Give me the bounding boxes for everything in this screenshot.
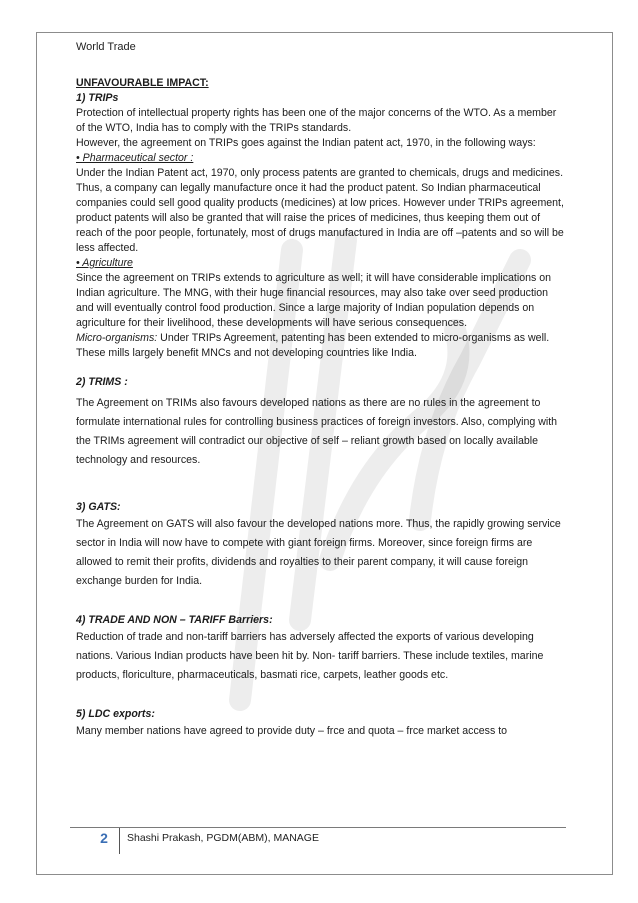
trips-intro-2: However, the agreement on TRIPs goes against the Indian patent act, 1970, in the following ways:: [76, 137, 536, 149]
running-header: World Trade: [76, 41, 136, 53]
micro-organisms-paragraph: [76, 331, 566, 361]
section-title-gats: 3) GATS:: [76, 501, 121, 513]
agriculture-text: Since the agreement on TRIPs extends to agriculture as well; it will have considerable implications on Indian agriculture. The MNG, with their huge financial resources, may also take over seed production and will eventually control food production. Since a large majority of Indian population depends on agriculture for their livelihood, these developments will have serious consequences.: [76, 272, 552, 329]
ldc-exports-text: Many member nations have agreed to provide duty – frce and quota – frce market access to: [76, 725, 508, 737]
pharma-text: Under the Indian Patent act, 1970, only process patents are granted to chemicals, drugs and medicines. Thus, a company can legally manufacture once it had the product patent. So Indian pharmaceutical companies could sell good quality products (medicines) at low prices. However under TRIPs agreement, product patents will also be granted that will raise the prices of medicines, thus keeping them out of reach of the poor people, fortunately, most of drugs manufactured in India are off –patents and so will be less affected.: [76, 167, 564, 254]
footer-separator: [119, 828, 120, 854]
pharma-subheading: • Pharmaceutical sector :: [76, 152, 194, 164]
agriculture-subheading: • Agriculture: [76, 257, 133, 269]
trade-barriers-text: Reduction of trade and non-tariff barriers has adversely affected the exports of various developing nations. Various Indian products have been hit by. Non- tariff barriers. These include textiles, marine products, floriculture, pharmaceuticals, basmati rice, carpets, leather goods etc.: [76, 631, 544, 681]
document-body: [76, 76, 566, 741]
micro-organisms-label: Micro-organisms:: [76, 332, 158, 344]
gats-text: The Agreement on GATS will also favour the developed nations more. Thus, the rapidly growing service sector in India will now have to compete with giant foreign firms. Moreover, since foreign firms are allowed to remit their profits, dividends and royalties to their parent company, it will cause foreign exchange burden for India.: [76, 518, 561, 587]
page-number: 2: [100, 830, 108, 846]
section-title-trims: 2) TRIMS :: [76, 376, 128, 388]
section-title-ldc-exports: 5) LDC exports:: [76, 708, 155, 720]
section-title-trade-barriers: 4) TRADE AND NON – TARIFF Barriers:: [76, 614, 273, 626]
trims-text: The Agreement on TRIMs also favours developed nations as there are no rules in the agreement to formulate international rules for controlling business practices of foreign investors. Also, complying with the TRIMs agreement will contradict our objective of self – reliant growth based on locally available technology and resources.: [76, 397, 558, 466]
footer-rule: [70, 827, 566, 828]
main-heading: UNFAVOURABLE IMPACT:: [76, 77, 209, 89]
micro-organisms-text: Under TRIPs Agreement, patenting has been extended to micro-organisms as well. These mills largely benefit MNCs and not developing countries like India.: [76, 332, 550, 359]
trips-intro: Protection of intellectual property rights has been one of the major concerns of the WTO. As a member of the WTO, India has to comply with the TRIPs standards.: [76, 107, 557, 134]
section-title-trips: 1) TRIPs: [76, 92, 119, 104]
footer-author: Shashi Prakash, PGDM(ABM), MANAGE: [127, 832, 319, 844]
